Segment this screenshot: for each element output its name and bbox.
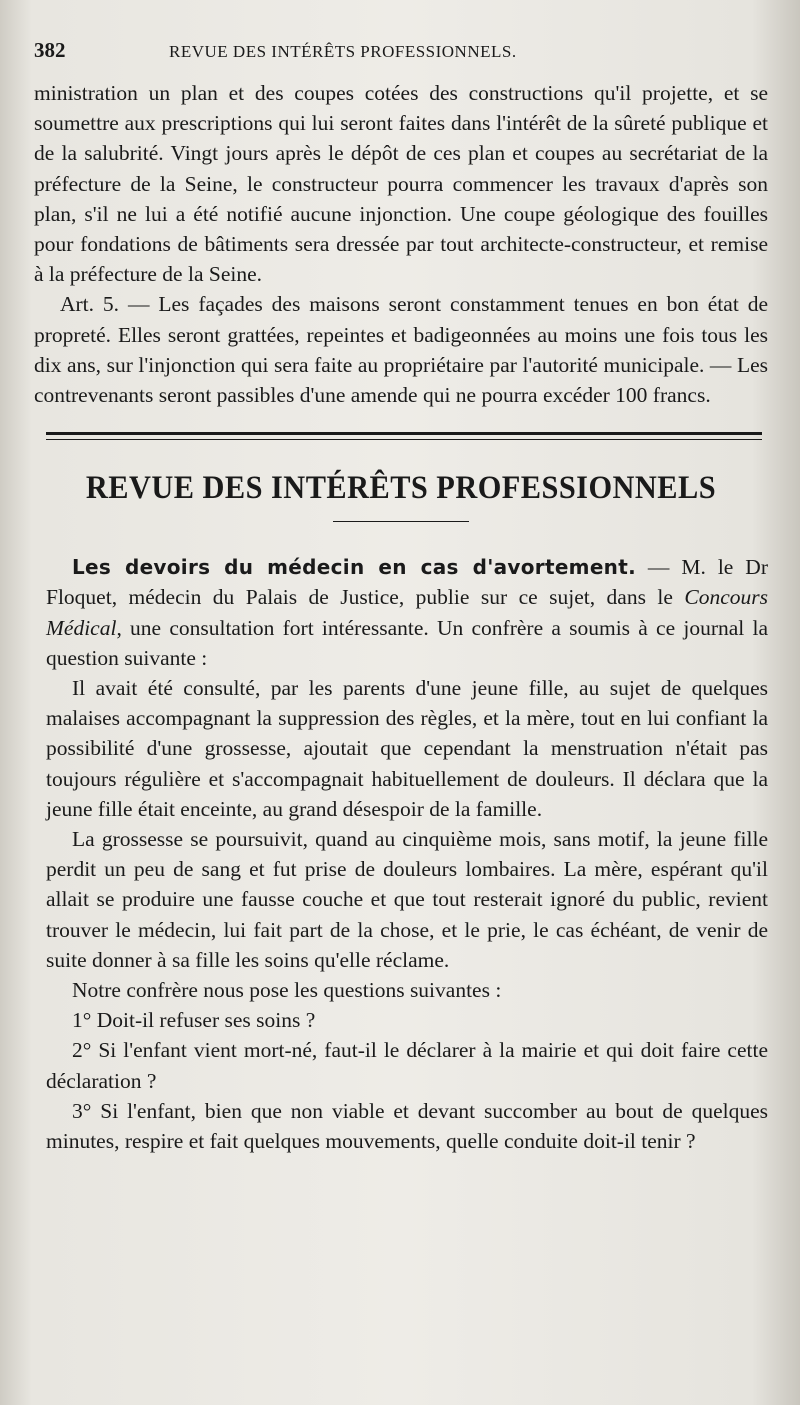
article-5-paragraph: Art. 5. — Les façades des maisons seront constamment tenues en bon état de propreté. Elles seront grattées, repeintes et badigeonnées au moins une fois tous les dix ans, sur l'injonction qui sera faite au propriétaire par l'autorité municipale. — Les contrevenants seront passibles d'une amende qui ne pourra excéder 100 francs. [34, 292, 768, 408]
question-2: 2° Si l'enfant vient mort-né, faut-il le déclarer à la mairie et qui doit faire cette déclaration ? [46, 1038, 768, 1093]
lead-text-1: — M. le Dr Floquet, médecin du Palais de Justice, publie sur ce sujet, dans le [46, 555, 768, 610]
page-number: 382 [34, 38, 66, 62]
divider-thin-rule [46, 439, 762, 440]
questions-intro: Notre confrère nous pose les questions suivantes : [72, 978, 502, 1003]
running-head: REVUE DES INTÉRÊTS PROFESSIONNELS. [169, 42, 517, 61]
page-header [34, 38, 768, 78]
article-body [34, 552, 768, 1156]
pregnancy-paragraph: La grossesse se poursuivit, quand au cinquième mois, sans motif, la jeune fille perdit un peu de sang et fut prise de douleurs lombaires. La mère, espérant qu'il allait se produire une fausse couche et que tout resterait ignoré du public, revient trouver le médecin, lui fait part de la chose, et le prie, le cas échéant, de venir de suite donner à sa fille les soins qu'elle réclame. [46, 827, 768, 972]
question-3: 3° Si l'enfant, bien que non viable et devant succomber au bout de quelques minutes, respire et fait quelques mouvements, quelle conduite doit-il tenir ? [46, 1098, 768, 1154]
body-text [34, 78, 768, 410]
section-title: REVUE DES INTÉRÊTS PROFESSIONNELS [85, 470, 717, 507]
journal-name: Concours Médical [46, 585, 768, 640]
title-underline [333, 521, 469, 522]
lead-heading: Les devoirs du médecin en cas d'avortement. [72, 555, 636, 580]
question-1: 1° Doit-il refuser ses soins ? [72, 1008, 316, 1033]
consultation-paragraph: Il avait été consulté, par les parents d'une jeune fille, au sujet de quelques malaises accompagnant la suppression des règles, et la mère, tout en lui confiant la possibilité d'une grossesse, ajoutait que cependant la menstruation n'était pas toujours régulière et s'accompagnait habituellement de douleurs. Il déclara que la jeune fille était enceinte, au grand désespoir de la famille. [46, 676, 768, 821]
lead-text-2: , une consultation fort intéressante. Un confrère a soumis à ce journal la question suivante : [46, 615, 768, 670]
lead-paragraph [46, 552, 768, 673]
top-paragraph: ministration un plan et des coupes cotées des constructions qu'il projette, et se soumettre aux prescriptions qui lui seront faites dans l'intérêt de la sûreté publique et de la salubrité. Vingt jours après le dépôt de ces plan et coupes au secrétariat de la préfecture de la Seine, le constructeur pourra commencer les travaux d'après son plan, s'il ne lui a été notifié aucune injonction. Une coupe géologique des fouilles pour fondations de bâtiments sera dressée par tout architecte-constructeur, et remise à la préfecture de la Seine. [34, 81, 768, 287]
divider-thick-rule [46, 432, 762, 435]
section-divider [46, 432, 762, 440]
